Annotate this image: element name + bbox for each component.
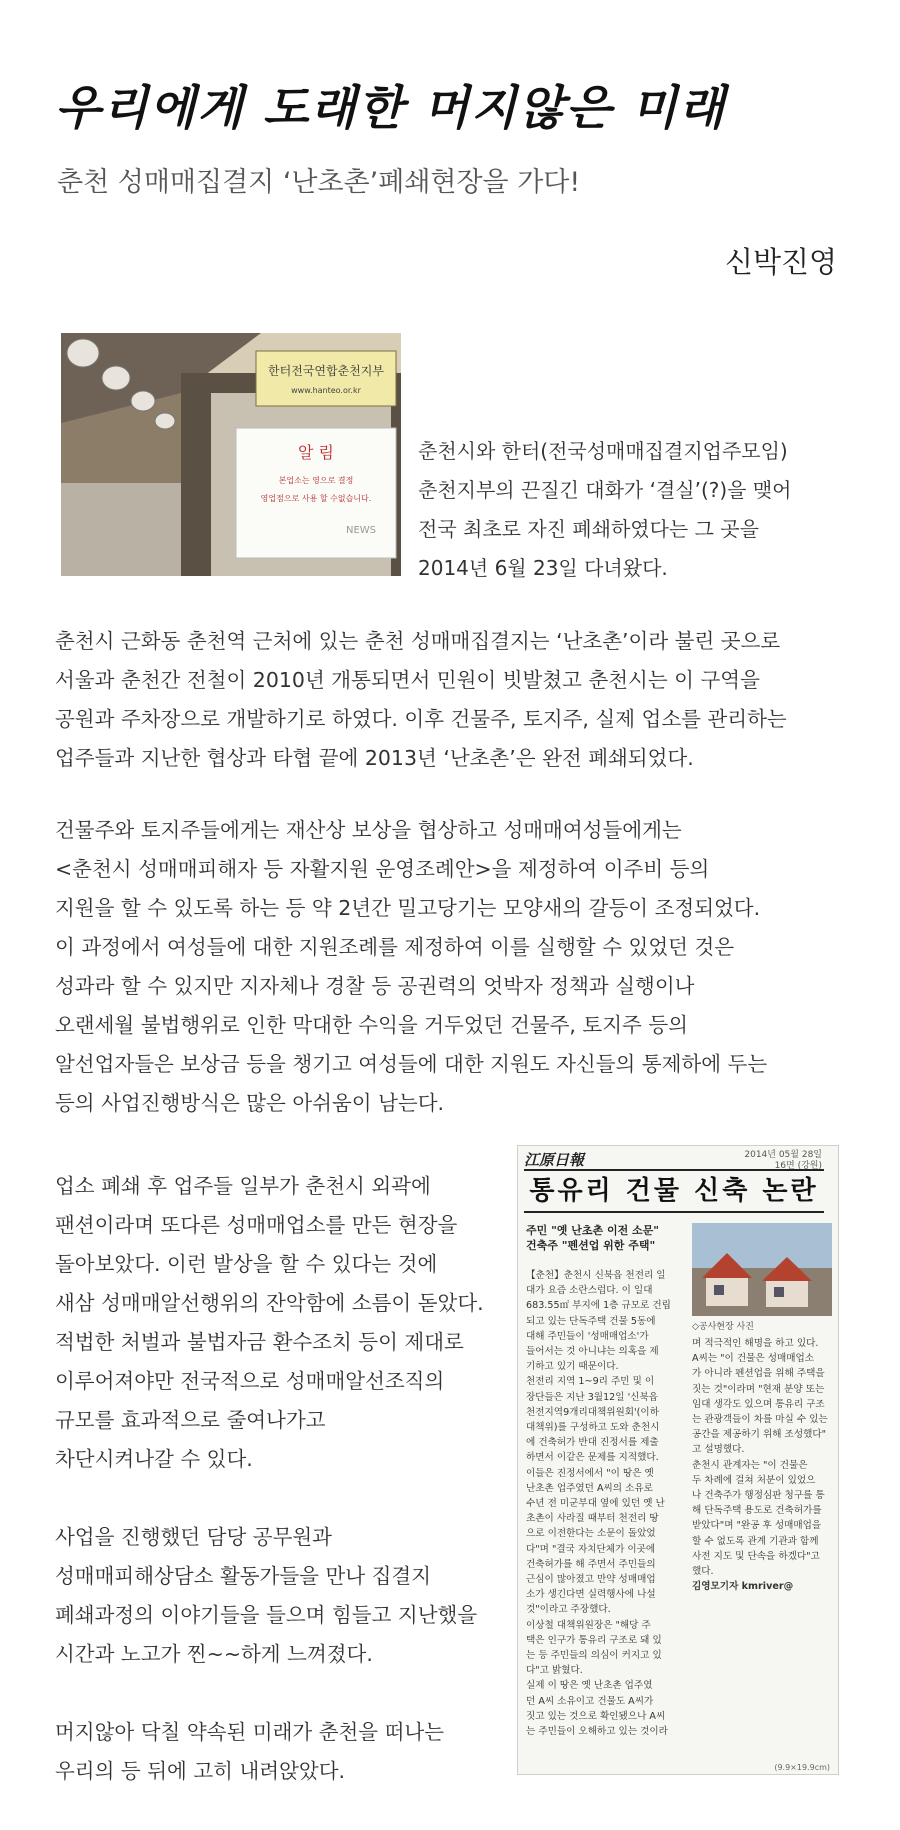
- clipping-subhead-line: 주민 "옛 난초촌 이전 소문": [526, 1224, 660, 1237]
- notice-line-2: 영업점으로 사용 할 수없습니다.: [260, 494, 372, 503]
- paragraph-line: 차단시켜나갈 수 있다.: [55, 1447, 253, 1471]
- street-photo: [61, 333, 401, 576]
- clipping-text-line: 장단들은 지난 3월12일 '신북읍: [526, 1391, 659, 1403]
- paragraph-line: 서울과 춘천간 전철이 2010년 개통되면서 민원이 빗발쳤고 춘천시는 이 구역을: [55, 668, 760, 692]
- clipping-text-line: 683.55㎡ 부지에 1층 규모로 건립: [526, 1300, 671, 1312]
- clipping-text-line: 이들은 진정서에서 "이 땅은 옛: [526, 1467, 654, 1479]
- clipping-text-line: 【춘천】춘천시 신북읍 천전리 일: [526, 1270, 666, 1281]
- paragraph-line: 지원을 할 수 있도록 하는 등 약 2년간 밀고당기는 모양새의 갈등이 조정되었다.: [55, 896, 761, 920]
- sign-url: www.hanteo.or.kr: [291, 386, 361, 395]
- clipping-photo-illustration: [692, 1223, 832, 1316]
- clipping-text-line: 에 건축허가 반대 진정서를 제출: [526, 1437, 659, 1449]
- paragraph-line: 새삼 성매매알선행위의 잔악함에 소름이 돋았다.: [55, 1291, 484, 1315]
- clipping-text-line: 해 단독주택 용도로 건축허가를: [692, 1505, 822, 1517]
- clipping-text-line: 대해 주민들이 '성매매업소'가: [526, 1330, 649, 1342]
- paragraph-pension: [55, 1167, 525, 1479]
- paragraph-line: 알선업자들은 보상금 등을 챙기고 여성들에 대한 지원도 자신들의 통제하에 두는: [55, 1052, 768, 1076]
- paragraph-officials: [55, 1518, 525, 1674]
- clipping-text-line: 짓고 있는 것으로 확인됐으나 A씨: [526, 1710, 666, 1722]
- clipping-headline: 통유리 건물 신축 논란: [524, 1169, 824, 1213]
- clipping-column-1: [526, 1268, 684, 1739]
- clipping-text-line: 나 건축주가 행정심판 청구를 통: [692, 1490, 825, 1502]
- clipping-text-line: 는 주민들이 오해하고 있는 것이라: [526, 1726, 668, 1738]
- clipping-text-line: 임대 생각도 있으며 통유리 구조: [692, 1398, 825, 1410]
- clipping-text-line: 는 관광객들이 차를 마실 수 있는: [692, 1414, 828, 1426]
- intro-line: 전국 최초로 자진 폐쇄하였다는 그 곳을: [418, 517, 759, 541]
- clipping-text-line: 두 차례에 걸쳐 처분이 있었으: [692, 1474, 816, 1486]
- clipping-text-line: 초촌이 사라질 때부터 천전리 땅: [526, 1513, 659, 1525]
- clipping-text-line: 되고 있는 단독주택 건물 5동에: [526, 1315, 656, 1327]
- intro-paragraph: [418, 432, 868, 588]
- article-author: 신박진영: [724, 245, 837, 279]
- paragraph-line: 등의 사업진행방식은 많은 아쉬움이 남는다.: [55, 1091, 445, 1115]
- clipping-text-line: 천전지역9개리대책위원회'(이하: [526, 1406, 659, 1418]
- clipping-text-line: 택은 인구가 통유리 구조로 돼 있: [526, 1634, 662, 1646]
- article-headline: 우리에게 도래한 머지않은 미래: [55, 81, 727, 136]
- paragraph-line: 우리의 등 뒤에 고히 내려앉았다.: [55, 1759, 346, 1783]
- clipping-text-line: 근심이 많아졌고 만약 성매매업: [526, 1574, 656, 1586]
- clipping-page-line: 16면 (강원): [774, 1161, 822, 1171]
- paragraph-closing: [55, 1713, 525, 1791]
- clipping-text-line: 다"며 "결국 자치단체가 이곳에: [526, 1543, 656, 1555]
- clipping-text-line: 춘천시 관계자는 "이 건물은: [692, 1459, 808, 1471]
- closing-column: [55, 1167, 525, 1830]
- clipping-text-line: 이상철 대책위원장은 "해당 주: [526, 1619, 651, 1631]
- newspaper-clipping: [517, 1145, 839, 1775]
- sign-name: 한터전국연합춘천지부: [268, 364, 384, 378]
- clipping-text-line: 며 적극적인 해명을 하고 있다.: [692, 1338, 819, 1349]
- clipping-text-line: 할 수 없도록 관계 기관과 함께: [692, 1535, 819, 1547]
- photo-watermark: NEWS: [345, 525, 377, 536]
- clipping-text-line: 건축허가를 해 주면서 주민들의: [526, 1558, 656, 1570]
- clipping-subhead: [526, 1223, 686, 1253]
- paragraph-line: 시간과 노고가 찐~~하게 느껴졌다.: [55, 1642, 373, 1666]
- intro-line: 2014년 6월 23일 다녀왔다.: [418, 556, 668, 580]
- paragraph-line: 이루어져야만 전국적으로 성매매알선조직의: [55, 1369, 445, 1393]
- clipping-column-2: [692, 1336, 832, 1594]
- paragraph-line: 머지않아 닥칠 약속된 미래가 춘천을 떠나는: [55, 1720, 445, 1744]
- paragraph-line: 성과라 할 수 있지만 지자체나 경찰 등 공권력의 엇박자 정책과 실행이나: [55, 974, 695, 998]
- clipping-text-line: 기하고 있기 때문이다.: [526, 1361, 619, 1373]
- paragraph-line: 돌아보았다. 이런 발상을 할 수 있다는 것에: [55, 1252, 438, 1276]
- clipping-text-line: 가 아니라 펜션업을 위해 주택을: [692, 1368, 825, 1380]
- paragraph-line: 공원과 주차장으로 개발하기로 하였다. 이후 건물주, 토지주, 실제 업소를 관리하는: [55, 707, 787, 731]
- clipping-text-line: 공간을 제공하기 위해 조성했다": [692, 1429, 827, 1441]
- paragraph-line: 오랜세월 불법행위로 인한 막대한 수익을 거두었던 건물주, 토지주 등의: [55, 1013, 688, 1037]
- clipping-text-line: 대가 요즘 소란스럽다. 이 일대: [526, 1285, 653, 1297]
- clipping-subhead-line: 건축주 "펜션업 위한 주택": [526, 1239, 656, 1252]
- paragraph-line: 업주들과 지난한 협상과 타협 끝에 2013년 ‘난초촌’은 완전 폐쇄되었다.: [55, 746, 694, 770]
- clipping-text-line: 대책위)를 구성하고 도와 춘천시: [526, 1422, 660, 1434]
- clipping-text-line: A씨는 "이 건물은 성매매업소: [692, 1353, 815, 1365]
- clipping-date-line: 2014년 05월 28일: [744, 1150, 822, 1160]
- clipping-text-line: 난초촌 업주였던 A씨의 소유로: [526, 1482, 653, 1494]
- paragraph-closure-history: [55, 622, 875, 778]
- clipping-text-line: 다"고 밝혔다.: [526, 1665, 583, 1677]
- clipping-text-line: 천전리 지역 1~9리 주민 및 이: [526, 1376, 655, 1388]
- clipping-text-line: 으로 이전한다는 소문이 돌았었: [526, 1528, 656, 1540]
- clipping-masthead: 江原日報: [524, 1151, 585, 1169]
- paragraph-line: 적법한 처벌과 불법자금 환수조치 등이 제대로: [55, 1330, 464, 1354]
- article-subtitle: 춘천 성매매집결지 ‘난초촌’폐쇄현장을 가다!: [57, 167, 581, 198]
- clipping-text-line: 는 등 주민들의 의심이 커지고 있: [526, 1650, 662, 1662]
- clipping-photo: [692, 1223, 832, 1316]
- clipping-text-line: 했다.: [692, 1566, 714, 1578]
- clipping-byline: 김영모기자 kmriver@: [692, 1581, 794, 1593]
- paragraph-line: <춘천시 성매매피해자 등 자활지원 운영조례안>을 제정하여 이주비 등의: [55, 857, 710, 881]
- notice-line-1: 본업소는 영으로 결정: [278, 476, 354, 485]
- paragraph-line: 팬션이라며 또다른 성매매업소를 만든 현장을: [55, 1213, 458, 1237]
- clipping-photo-caption: ◇공사현장 사진: [692, 1322, 754, 1332]
- clipping-text-line: 것"이라고 주장했다.: [526, 1604, 611, 1616]
- intro-line: 춘천지부의 끈질긴 대화가 ‘결실’(?)을 맺어: [418, 478, 792, 502]
- clipping-text-line: 수년 전 미군부대 옆에 있던 옛 난: [526, 1498, 665, 1510]
- paragraph-line: 춘천시 근화동 춘천역 근처에 있는 춘천 성매매집결지는 ‘난초촌’이라 불린 곳으로: [55, 629, 781, 653]
- clipping-size-note: (9.9×19.9cm): [774, 1763, 830, 1772]
- paragraph-line: 폐쇄과정의 이야기들을 들으며 힘들고 지난했을: [55, 1603, 478, 1627]
- clipping-text-line: 고 설명했다.: [692, 1444, 745, 1456]
- paragraph-line: 규모를 효과적으로 줄여나가고: [55, 1408, 326, 1432]
- paragraph-compensation: [55, 811, 875, 1123]
- paragraph-line: 성매매피해상담소 활동가들을 만나 집결지: [55, 1564, 432, 1588]
- clipping-text-line: 던 A씨 소유이고 건물도 A씨가: [526, 1695, 654, 1707]
- paragraph-line: 이 과정에서 여성들에 대한 지원조례를 제정하여 이를 실행할 수 있었던 것은: [55, 935, 735, 959]
- street-photo-illustration: [61, 333, 401, 576]
- intro-line: 춘천시와 한터(전국성매매집결지업주모임): [418, 439, 788, 463]
- notice-title: 알 림: [298, 443, 334, 462]
- paragraph-line: 사업을 진행했던 담당 공무원과: [55, 1525, 332, 1549]
- paragraph-line: 건물주와 토지주들에게는 재산상 보상을 협상하고 성매매여성들에게는: [55, 818, 682, 842]
- clipping-text-line: 받았다"며 "완공 후 성매매업을: [692, 1520, 822, 1532]
- clipping-text-line: 하면서 이같은 문제를 지적했다.: [526, 1452, 659, 1464]
- clipping-text-line: 들어서는 것 아니냐는 의혹을 제: [526, 1346, 659, 1358]
- clipping-text-line: 소가 생긴다면 실력행사에 나설: [526, 1589, 656, 1601]
- clipping-text-line: 실제 이 땅은 옛 난초촌 업주였: [526, 1680, 653, 1692]
- paragraph-line: 업소 폐쇄 후 업주들 일부가 춘천시 외곽에: [55, 1174, 431, 1198]
- clipping-text-line: 사전 지도 및 단속을 하겠다"고: [692, 1550, 820, 1562]
- clipping-text-line: 짓는 것"이라며 "현재 분양 또는: [692, 1383, 825, 1395]
